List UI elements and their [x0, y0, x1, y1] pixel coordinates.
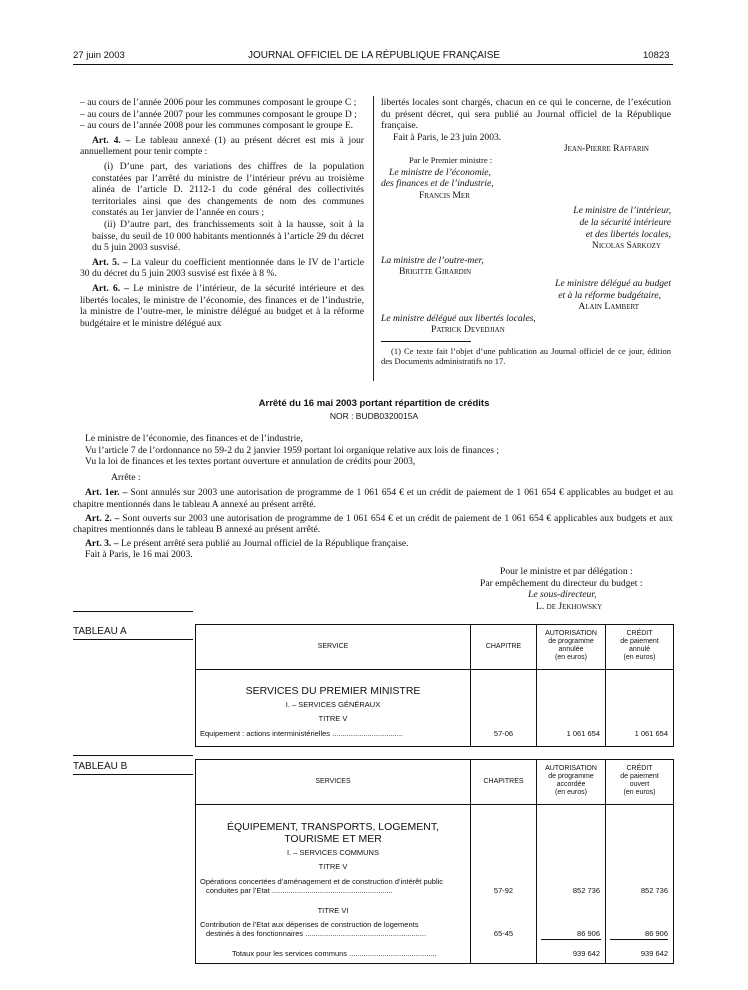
- table-cell-chapitre: 57-92: [493, 886, 514, 895]
- table-cell-ap: 86 906: [577, 929, 600, 938]
- left-column: [80, 97, 364, 329]
- article-label: Art. 4. –: [92, 134, 131, 146]
- header-line: CRÉDIT: [626, 630, 653, 637]
- signer-name: Nicolas Sarkozy: [591, 240, 661, 252]
- signer-name: Alain Lambert: [578, 301, 639, 313]
- article-6: [80, 283, 364, 329]
- titre-label: TITRE V: [318, 862, 348, 871]
- section-line: ÉQUIPEMENT, TRANSPORTS, LOGEMENT,: [227, 821, 439, 833]
- header-rule: [73, 64, 673, 65]
- list-item: – au cours de l’année 2008 pour les communes composant le groupe E.: [80, 120, 354, 132]
- col-header-ap: [537, 630, 605, 662]
- page-date: 27 juin 2003: [73, 50, 125, 61]
- arrete-title: Arrêté du 16 mai 2003 portant répartition de crédits: [258, 398, 490, 409]
- row-label-text: Equipement : actions interministérielles: [200, 729, 331, 738]
- article-text: La valeur du coefficient mentionnée dans le IV de l’article 30 du décret du 5 juin 2003 susvisé est fixée à 8 %.: [80, 256, 364, 280]
- signer-name: Francis Mer: [419, 189, 470, 201]
- row-label-line: Contribution de l’Etat aux dépenses de construction de logements: [200, 920, 419, 929]
- col-header-cp: [606, 765, 673, 797]
- total-label-text: Totaux pour les services communs: [232, 949, 348, 958]
- signer-title: de la sécurité intérieure: [579, 216, 671, 228]
- header-line: AUTORISATION: [545, 765, 597, 772]
- signer-title: et à la réforme budgétaire,: [558, 289, 661, 301]
- article-1: [73, 487, 673, 510]
- row-label-text: conduites par l’Etat: [206, 886, 270, 895]
- table-row-label: Equipement : actions interministérielles ..................................: [200, 729, 403, 738]
- signer-title: La ministre de l’outre-mer,: [381, 254, 484, 266]
- table-cell-cp: 1 061 654: [634, 729, 668, 738]
- header-line: annulé: [628, 646, 651, 653]
- header-line: de paiement: [620, 638, 659, 645]
- label-rule: [73, 639, 193, 640]
- signer-title: Le ministre délégué au budget: [555, 277, 671, 289]
- arrete-body: [73, 433, 673, 561]
- signer-label: Pour le ministre et par délégation :: [500, 566, 633, 577]
- section-title: SERVICES DU PREMIER MINISTRE: [245, 685, 421, 697]
- arrete-signature: [480, 566, 680, 612]
- footnote-rule: [381, 341, 471, 342]
- article-label: Art. 2. –: [85, 512, 120, 524]
- header-line: AUTORISATION: [545, 630, 597, 637]
- arrete-word: Arrête :: [111, 471, 141, 483]
- section-title: [196, 821, 470, 845]
- article-text: Sont ouverts sur 2003 une autorisation de programme de 1 061 654 € et un crédit de paiement de 1 061 654 € applicables aux budgets et aux chapitres mentionnés dans le tableau B annexé au présent arrêté.: [73, 512, 673, 536]
- header-line: de programme: [548, 773, 594, 780]
- visa: Vu l’article 7 de l’ordonnance no 59-2 du 2 janvier 1959 portant loi organique relative aux lois de finances ;: [85, 444, 500, 456]
- signer-name: Brigitte Girardin: [399, 266, 472, 278]
- paragraph: libertés locales sont chargés, chacun en ce qui le concerne, de l’exécution du présent décret, qui sera publié au Journal officiel de la République française.: [381, 97, 671, 132]
- article-label: Art. 1er. –: [85, 487, 128, 499]
- titre-label: TITRE VI: [317, 906, 349, 915]
- tableau-b-label: TABLEAU B: [73, 761, 128, 772]
- article-text: Le ministre de l’intérieur, de la sécurité intérieure et des libertés locales, le ministre de l’économie, des finances et de l’industrie, la ministre de l’outre-mer, le ministre délégué au budget et à la réforme budgétaire et le ministre délégué aux: [80, 282, 364, 329]
- col-header-services: SERVICES: [315, 778, 351, 785]
- table-cell-ap: 1 061 654: [566, 729, 600, 738]
- header-line: de paiement: [620, 773, 659, 780]
- signer-title: Le ministre délégué aux libertés locales,: [381, 312, 536, 324]
- header-line: annulée: [558, 646, 584, 653]
- visa: Le ministre de l’économie, des finances et de l’industrie,: [85, 433, 303, 444]
- col-header-service: SERVICE: [317, 643, 349, 650]
- row-label-text: destinés à des fonctionnaires: [206, 929, 304, 938]
- total-ap: 939 642: [572, 949, 600, 958]
- journal-title: JOURNAL OFFICIEL DE LA RÉPUBLIQUE FRANÇAISE: [247, 50, 501, 61]
- list-item: – au cours de l’année 2006 pour les communes composant le groupe C ;: [80, 97, 357, 108]
- subsection-title: I. – SERVICES GÉNÉRAUX: [285, 700, 381, 709]
- header-line: CRÉDIT: [626, 765, 653, 772]
- article-label: Art. 3. –: [85, 537, 119, 549]
- date-line: Fait à Paris, le 23 juin 2003.: [393, 131, 502, 143]
- header-line: (en euros): [623, 654, 656, 661]
- section-line: TOURISME ET MER: [284, 833, 382, 845]
- header-line: accordée: [556, 781, 586, 788]
- footnote: (1) Ce texte fait l’objet d’une publication au Journal officiel de ce jour, édition des Documents administratifs no 17.: [381, 345, 671, 366]
- total-cp: 939 642: [640, 949, 668, 958]
- article-text: Le tableau annexé (1) au présent décret est mis à jour annuellement pour tenir compte :: [80, 134, 364, 158]
- right-column: [381, 97, 671, 366]
- table-cell-chapitre: 57-06: [493, 729, 514, 738]
- row-label-line: conduites par l’Etat ..........................................................: [206, 886, 393, 895]
- col-header-cp: [606, 630, 673, 662]
- subtotal-rule: [610, 939, 668, 940]
- header-rule: [196, 804, 673, 805]
- label-rule: [73, 774, 193, 775]
- article-text: Le présent arrêté sera publié au Journal officiel de la République française.: [120, 537, 409, 549]
- page-number: 10823: [643, 50, 670, 61]
- table-cell-ap: 852 736: [572, 886, 600, 895]
- tableau-b: [195, 759, 674, 964]
- header-line: (en euros): [623, 789, 656, 796]
- label-rule: [73, 755, 193, 756]
- header-line: (en euros): [555, 789, 587, 796]
- signer-title: Le ministre de l’économie,: [389, 166, 491, 178]
- signer-title: Le sous-directeur,: [528, 589, 597, 601]
- titre-label: TITRE V: [318, 714, 348, 723]
- signer-name: Jean-Pierre Raffarin: [563, 143, 649, 155]
- signer-name: Patrick Devedjian: [431, 324, 505, 336]
- row-label-line: destinés à des fonctionnaires ..........................................................: [206, 929, 427, 938]
- header-rule: [196, 669, 673, 670]
- col-header-chapitres: CHAPITRES: [483, 778, 524, 785]
- row-label-line: Opérations concertées d’aménagement et de construction d’intérêt public: [200, 877, 444, 886]
- col-header-ap: [537, 765, 605, 797]
- header-line: (en euros): [555, 654, 587, 661]
- article-4: [80, 135, 364, 158]
- signer-label: Par empêchement du directeur du budget :: [480, 577, 643, 589]
- table-cell-cp: 852 736: [640, 886, 668, 895]
- header-line: ouvert: [629, 781, 650, 788]
- article-text: Sont annulés sur 2003 une autorisation de programme de 1 061 654 € et un crédit de paiement de 1 061 654 € applicables au budget et au chapitre mentionnés dans le tableau A annexé au présent arrêté.: [73, 487, 673, 510]
- table-cell-chapitre: 65-45: [493, 929, 514, 938]
- table-row-label: [200, 920, 466, 938]
- paragraph: (ii) D’autre part, des franchissements soit à la hausse, soit à la baisse, du seuil de 10 000 habitants mentionnés à l’article 29 du décret du 5 juin 2003 susvisé.: [92, 218, 364, 254]
- arrete-nor: NOR : BUDB0320015A: [329, 411, 419, 421]
- article-2: [73, 513, 673, 536]
- signer-label: Par le Premier ministre :: [409, 154, 493, 165]
- article-3: [73, 538, 673, 550]
- signer-title: des finances et de l’industrie,: [381, 178, 494, 190]
- date-line: Fait à Paris, le 16 mai 2003.: [85, 549, 193, 561]
- col-header-chapitre: CHAPITRE: [485, 643, 522, 650]
- signer-title: Le ministre de l’intérieur,: [573, 205, 671, 217]
- tableau-a-label: TABLEAU A: [73, 626, 127, 637]
- article-5: [80, 257, 364, 280]
- table-row-label: [200, 877, 466, 895]
- article-label: Art. 5. –: [92, 256, 128, 268]
- visa: Vu la loi de finances et les textes portant ouverture et annulation de crédits pour 2003,: [85, 456, 416, 468]
- label-rule: [73, 611, 193, 612]
- total-label: Totaux pour les services communs ..........................................: [232, 949, 437, 958]
- table-cell-cp: 86 906: [645, 929, 668, 938]
- list-item: – au cours de l’année 2007 pour les communes composant le groupe D ;: [80, 108, 357, 120]
- paragraph: (i) D’une part, des variations des chiffres de la population constatées par l’arrêté du ministre de l’intérieur prévu au troisième alinéa de l’article D. 2112-1 du code général des collectivités territoriales ainsi que des changements de nom des communes constatés au 1er janvier de l’année en cours ;: [92, 160, 364, 219]
- article-label: Art. 6. –: [92, 282, 130, 294]
- subsection-title: I. – SERVICES COMMUNS: [287, 848, 379, 857]
- header-line: de programme: [548, 638, 594, 645]
- signer-name: L. de Jekhowsky: [536, 600, 603, 612]
- tableau-a: [195, 624, 674, 747]
- signer-title: et des libertés locales,: [585, 228, 671, 240]
- subtotal-rule: [541, 939, 601, 940]
- column-divider: [373, 96, 374, 381]
